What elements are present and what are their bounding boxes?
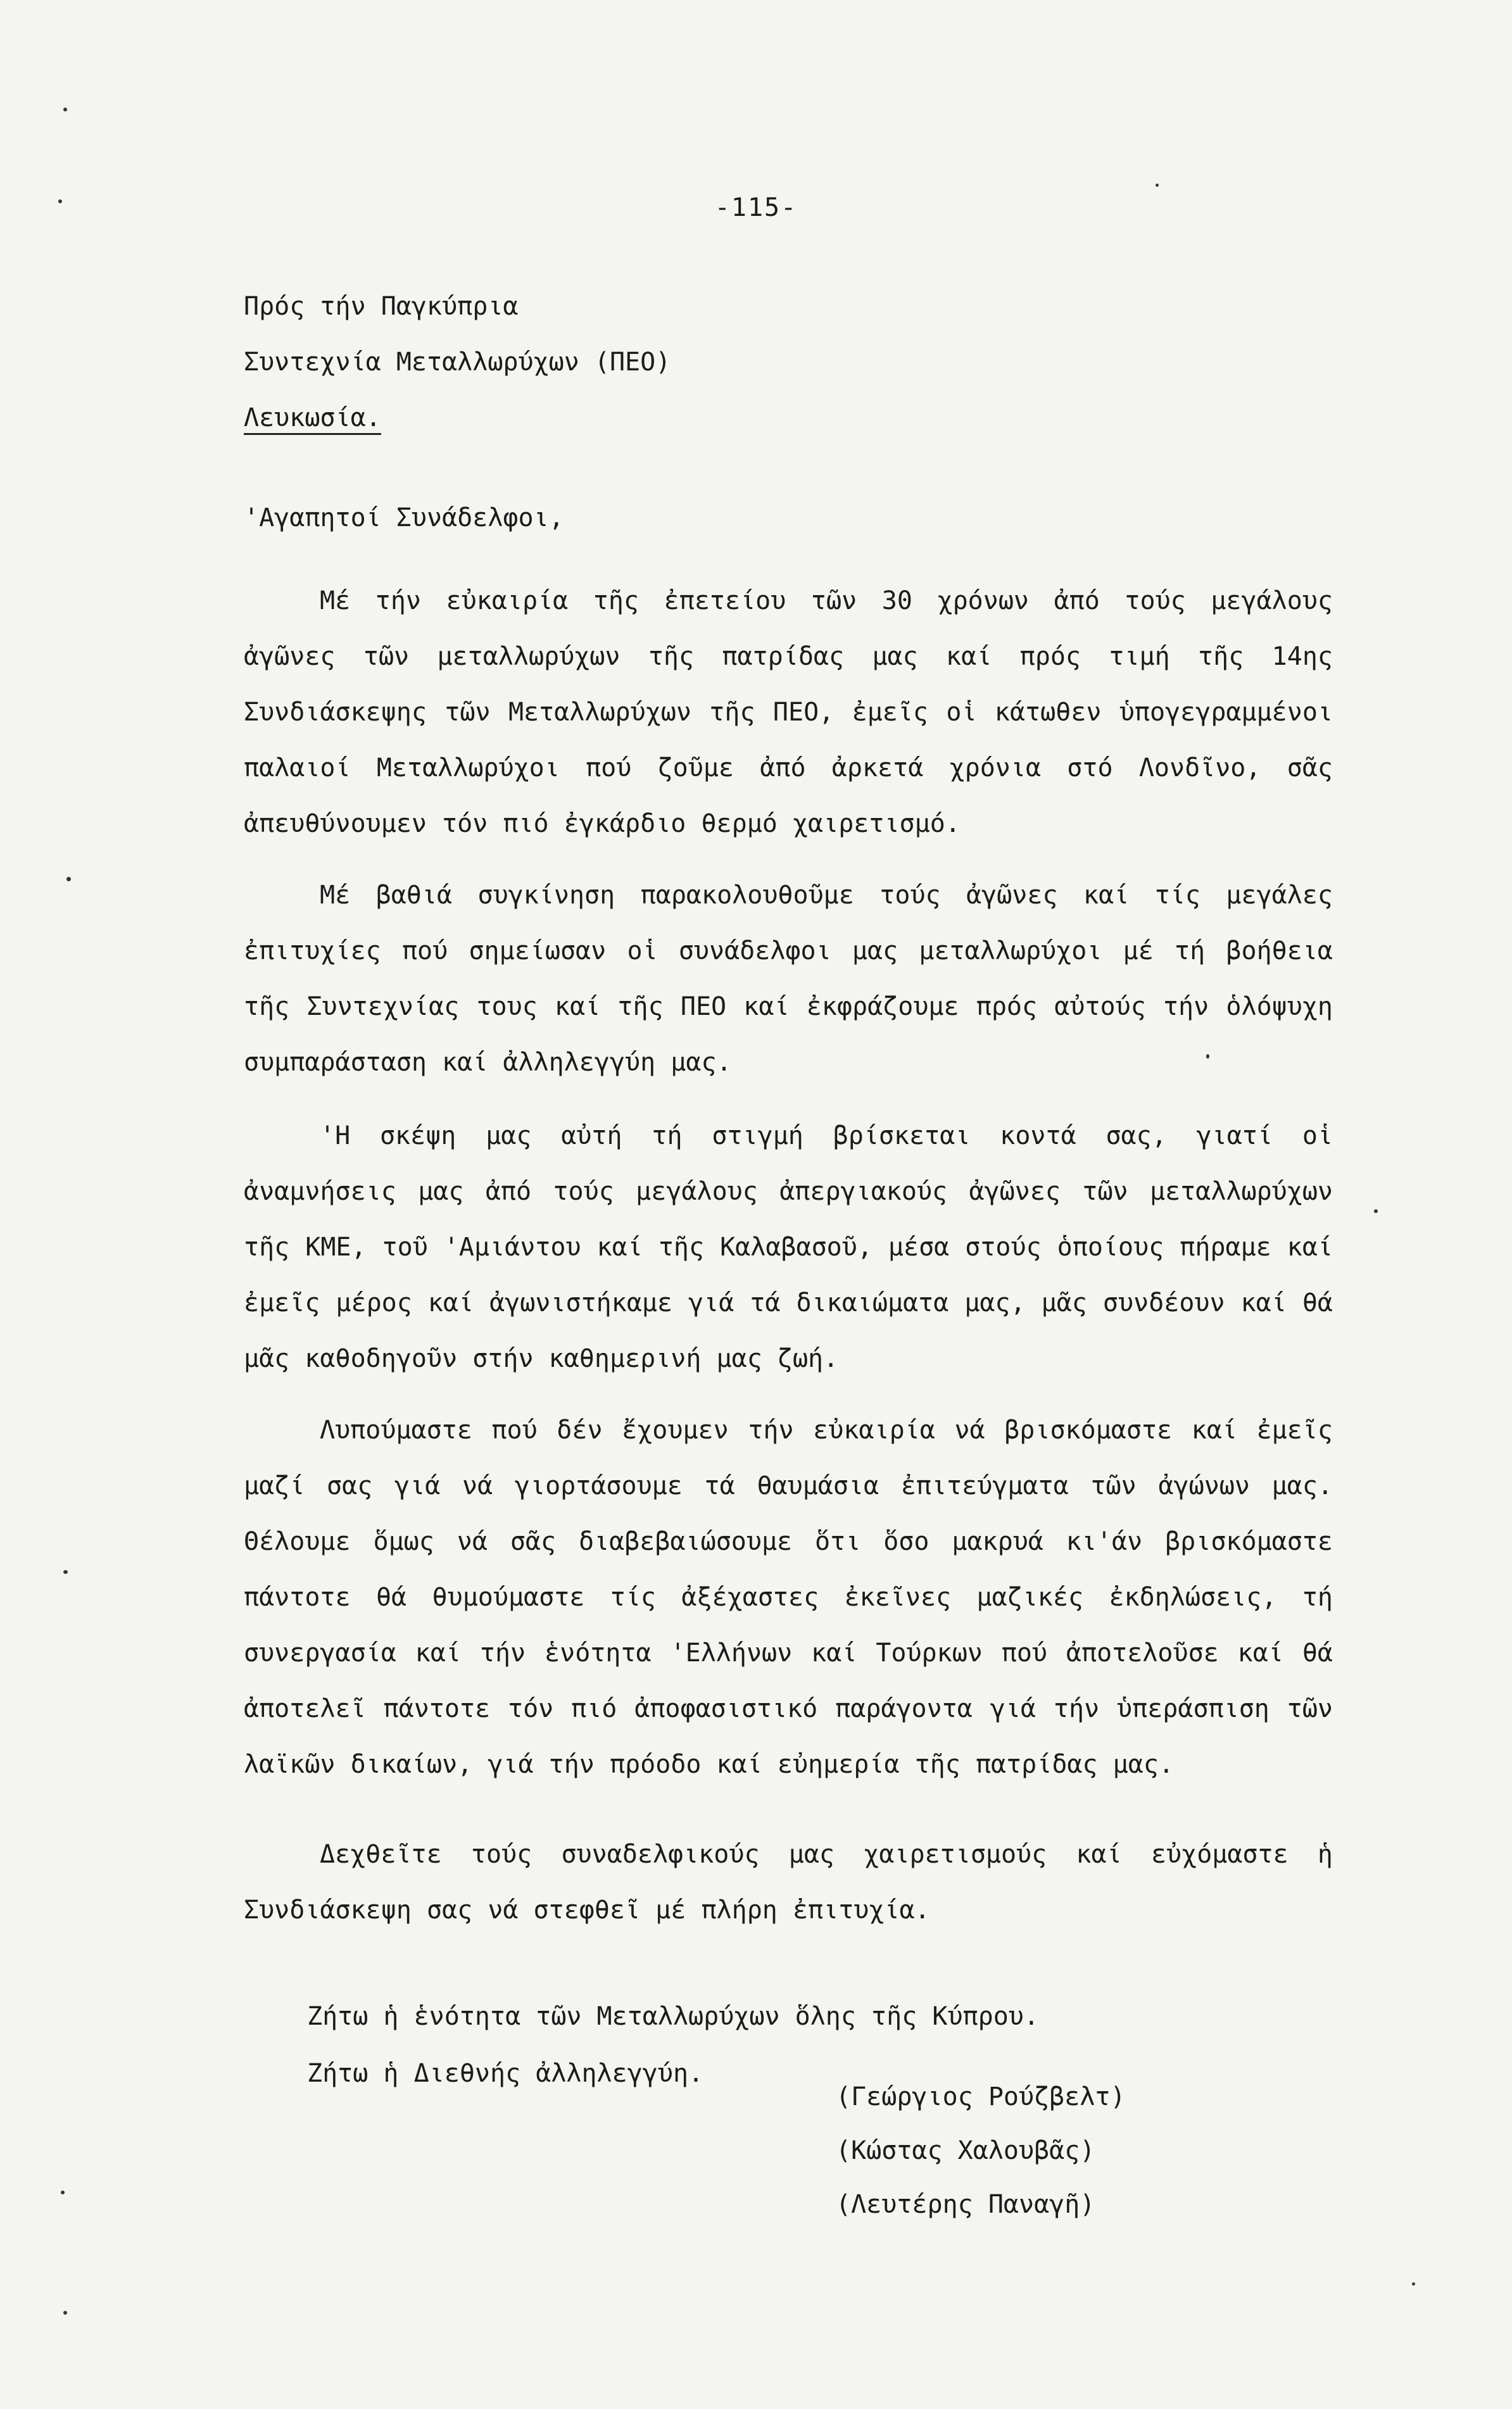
scan-speck [58,199,62,203]
paragraph-3-block [244,1108,1333,1387]
signatories [836,2070,1126,2232]
paragraph-1: Μέ τήν εὐκαιρία τῆς ἐπετείου τῶν 30 χρόνων ἀπό τούς μεγάλους ἀγῶνες τῶν μεταλλωρύχων τῆς πατρίδας μας καί πρός τιμή τῆς 14ης Συνδιάσκεψης τῶν Μεταλλωρύχων τῆς ΠΕΟ, ἐμεῖς οἱ κάτωθεν ὑπογεγραμμένοι παλαιοί Μεταλλωρύχοι πού ζοῦμε ἀπό ἀρκετά χρόνια στό Λονδῖνο, σᾶς ἀπευθύνουμεν τόν πιό ἐγκάρδιο θερμό χαιρετισμό. [244,586,1333,838]
paragraph-4-block [244,1402,1333,1792]
page-number: -115- [714,193,798,222]
paragraph-2-block [244,867,1333,1090]
paragraph-2: Μέ βαθιά συγκίνηση παρακολουθοῦμε τούς ἀγῶνες καί τίς μεγάλες ἐπιτυχίες πού σημείωσαν οἱ συνάδελφοι μας μεταλλωρύχοι μέ τή βοήθεια τῆς Συντεχνίας τους καί τῆς ΠΕΟ καί ἐκφράζουμε πρός αὐτούς τήν ὁλόψυχη συμπαράσταση καί ἀλληλεγγύη μας. [244,881,1333,1077]
scan-speck [66,877,71,881]
address-line-1: Πρός τήν Παγκύπρια [244,292,519,321]
paragraph-3: 'Η σκέψη μας αὐτή τή στιγμή βρίσκεται κοντά σας, γιατί οἱ ἀναμνήσεις μας ἀπό τούς μεγάλους ἀπεργιακούς ἀγῶνες τῶν μεταλλωρύχων τῆς ΚΜΕ, τοῦ 'Αμιάντου καί τῆς Καλαβασοῦ, μέσα στούς ὁποίους πήραμε καί ἐμεῖς μέρος καί ἀγωνιστήκαμε γιά τά δικαιώματα μας, μᾶς συνδέουν καί θά μᾶς καθοδηγοῦν στήν καθημερινή μας ζωή. [244,1121,1333,1373]
closing-line-2: Ζήτω ἡ Διεθνής ἀλληλεγγύη. [307,2059,704,2088]
paragraph-5: Δεχθεῖτε τούς συναδελφικούς μας χαιρετισμούς καί εὐχόμαστε ἡ Συνδιάσκεψη σας νά στεφθεῖ μέ πλήρη ἐπιτυχία. [244,1840,1333,1925]
signatory-2: (Κώστας Χαλουβᾶς) [836,2136,1095,2165]
scan-speck [1374,1209,1378,1213]
address-line-2: Συντεχνία Μεταλλωρύχων (ΠΕΟ) [244,348,671,377]
scan-speck [63,108,67,111]
scan-speck [1412,2282,1415,2286]
paragraph-4: Λυπούμαστε πού δέν ἔχουμεν τήν εὐκαιρία νά βρισκόμαστε καί ἐμεῖς μαζί σας γιά νά γιορτάσουμε τά θαυμάσια ἐπιτεύγματα τῶν ἀγώνων μας. Θέλουμε ὅμως νά σᾶς διαβεβαιώσουμε ὅτι ὅσο μακρυά κι'άν βρισκόμαστε πάντοτε θά θυμούμαστε τίς ἀξέχαστες ἐκεῖνες μαζικές ἐκδηλώσεις, τή συνεργασία καί τήν ἑνότητα 'Ελλήνων καί Τούρκων πού ἀποτελοῦσε καί θά ἀποτελεῖ πάντοτε τόν πιό ἀποφασιστικό παράγοντα γιά τήν ὑπεράσπιση τῶν λαϊκῶν δικαίων, γιά τήν πρόοδο καί εὐημερία τῆς πατρίδας μας. [244,1416,1333,1779]
scan-speck [61,2191,65,2194]
scan-speck [63,1570,68,1574]
salutation: 'Αγαπητοί Συνάδελφοι, [244,503,564,532]
scan-speck [63,2311,67,2315]
address-city: Λευκωσία. [244,404,381,435]
closing-line-1: Ζήτω ἡ ἑνότητα τῶν Μεταλλωρύχων ὅλης τῆς Κύπρου. [307,2002,1039,2031]
recipient-address [244,279,671,446]
signatory-1: (Γεώργιος Ρούζβελτ) [836,2082,1126,2111]
signatory-3: (Λευτέρης Παναγῆ) [836,2190,1095,2219]
scan-speck [1206,1054,1209,1059]
scan-speck [1156,184,1159,187]
paragraph-1-block [244,573,1333,852]
paragraph-5-block [244,1827,1333,1938]
